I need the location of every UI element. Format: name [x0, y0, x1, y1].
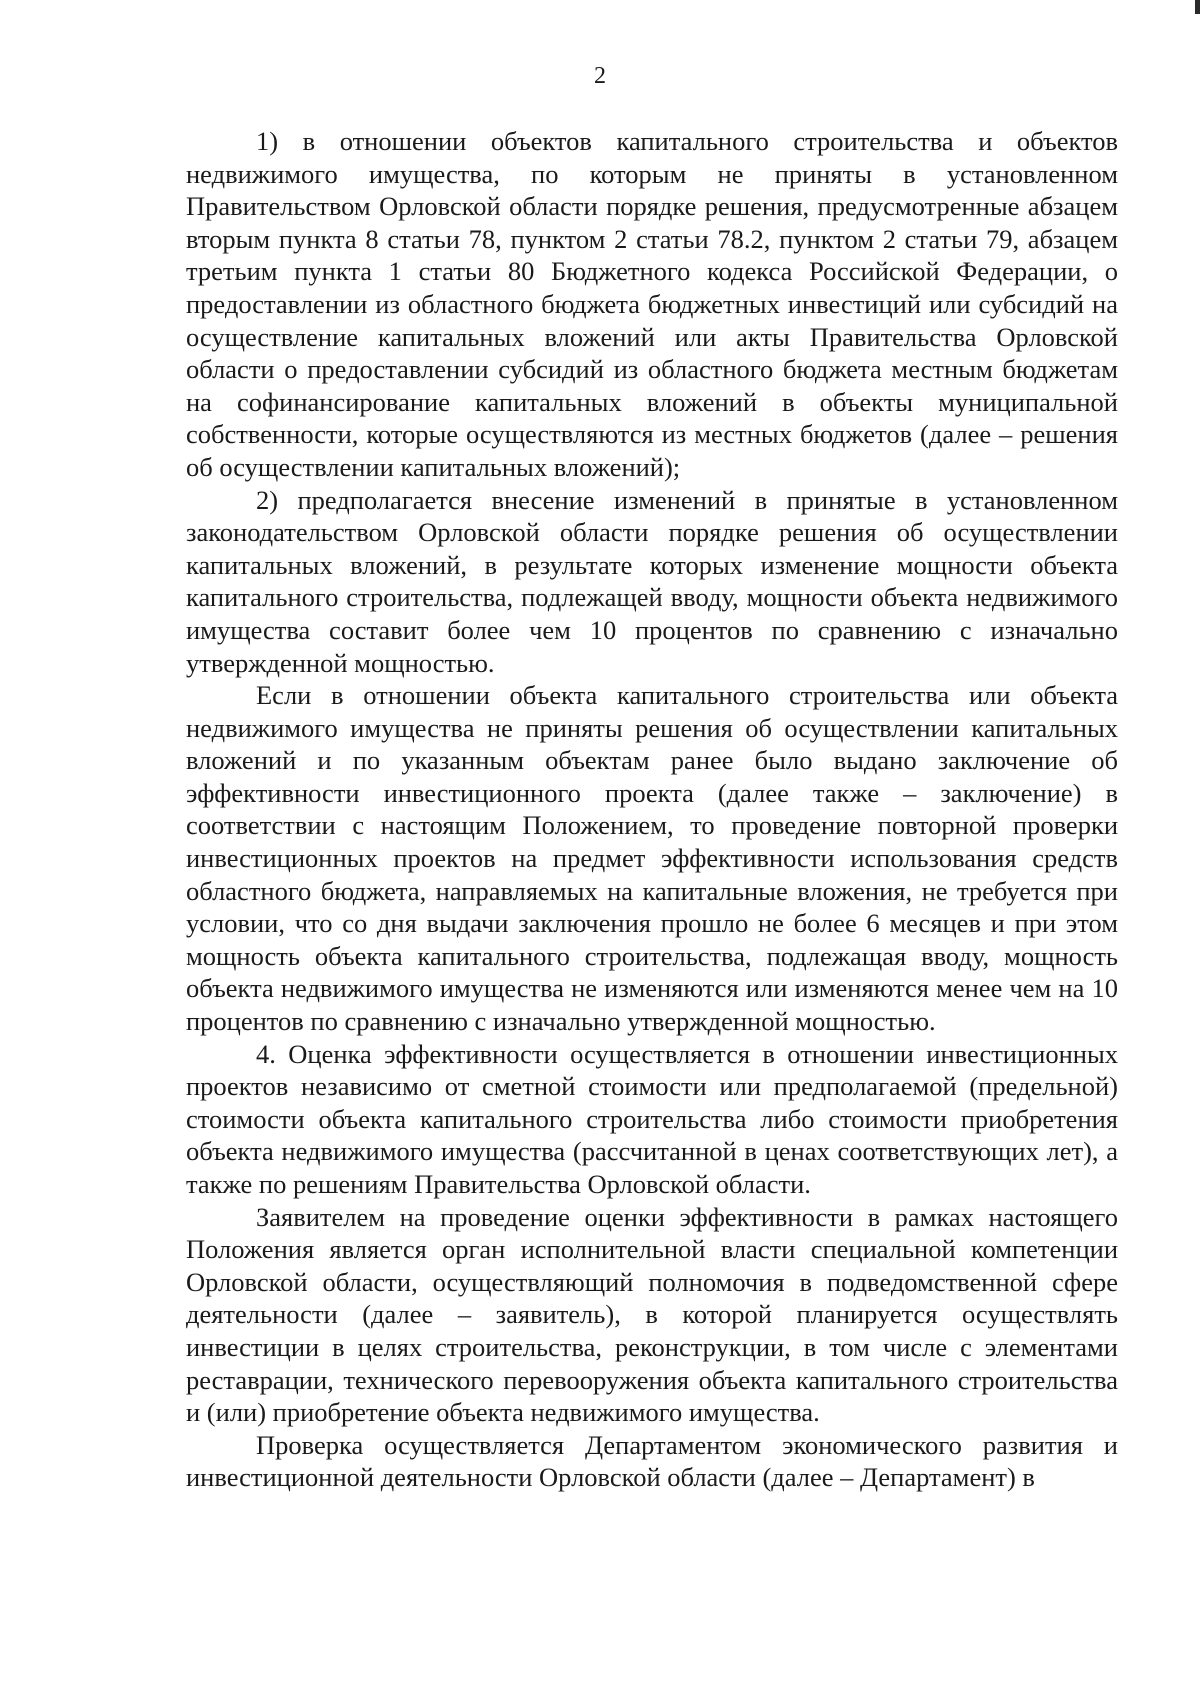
document-body [186, 125, 1118, 1494]
paragraph-applicant: Заявителем на проведение оценки эффективности в рамках настоящего Положения является орган исполнительной власти специальной компетенции Орловской области, осуществляющий полномочия в подведомственной сфере деятельности (далее – заявитель), в которой планируется осуществлять инвестиции в целях строительства, реконструкции, в том числе с элементами реставрации, технического перевооружения объекта капитального строительства и (или) приобретение объекта недвижимого имущества. [186, 1201, 1118, 1428]
paragraph-item-1: 1) в отношении объектов капитального строительства и объектов недвижимого имущества, по которым не приняты в установленном Правительством Орловской области порядке решения, предусмотренные абзацем вторым пункта 8 статьи 78, пунктом 2 статьи 78.2, пунктом 2 статьи 79, абзацем третьим пункта 1 статьи 80 Бюджетного кодекса Российской Федерации, о предоставлении из областного бюджета бюджетных инвестиций или субсидий на осуществление капитальных вложений или акты Правительства Орловской области о предоставлении субсидий из областного бюджета местным бюджетам на софинансирование капитальных вложений в объекты муниципальной собственности, которые осуществляются из местных бюджетов (далее – решения об осуществлении капитальных вложений); [186, 126, 1118, 482]
paragraph-verification: Проверка осуществляется Департаментом экономического развития и инвестиционной деятельности Орловской области (далее – Департамент) в [186, 1429, 1118, 1493]
paragraph-section-4: 4. Оценка эффективности осуществляется в отношении инвестиционных проектов независимо от сметной стоимости или предполагаемой (предельной) стоимости объекта капитального строительства либо стоимости приобретения объекта недвижимого имущества (рассчитанной в ценах соответствующих лет), а также по решениям Правительства Орловской области. [186, 1038, 1118, 1199]
paragraph-exception: Если в отношении объекта капитального строительства или объекта недвижимого имущества не приняты решения об осуществлении капитальных вложений и по указанным объектам ранее было выдано заключение об эффективности инвестиционного проекта (далее также – заключение) в соответствии с настоящим Положением, то проведение повторной проверки инвестиционных проектов на предмет эффективности использования средств областного бюджета, направляемых на капитальные вложения, не требуется при условии, что со дня выдачи заключения прошло не более 6 месяцев и при этом мощность объекта капитального строительства, подлежащая вводу, мощность объекта недвижимого имущества не изменяются или изменяются менее чем на 10 процентов по сравнению с изначально утвержденной мощностью. [186, 680, 1118, 1037]
paragraph-item-2: 2) предполагается внесение изменений в принятые в установленном законодательством Орловской области порядке решения об осуществлении капитальных вложений, в результате которых изменение мощности объекта капитального строительства, подлежащей вводу, мощности объекта недвижимого имущества составит более чем 10 процентов по сравнению с изначально утвержденной мощностью. [186, 484, 1118, 678]
scan-edge-mark [1195, 0, 1200, 14]
page-number: 2 [594, 63, 606, 89]
